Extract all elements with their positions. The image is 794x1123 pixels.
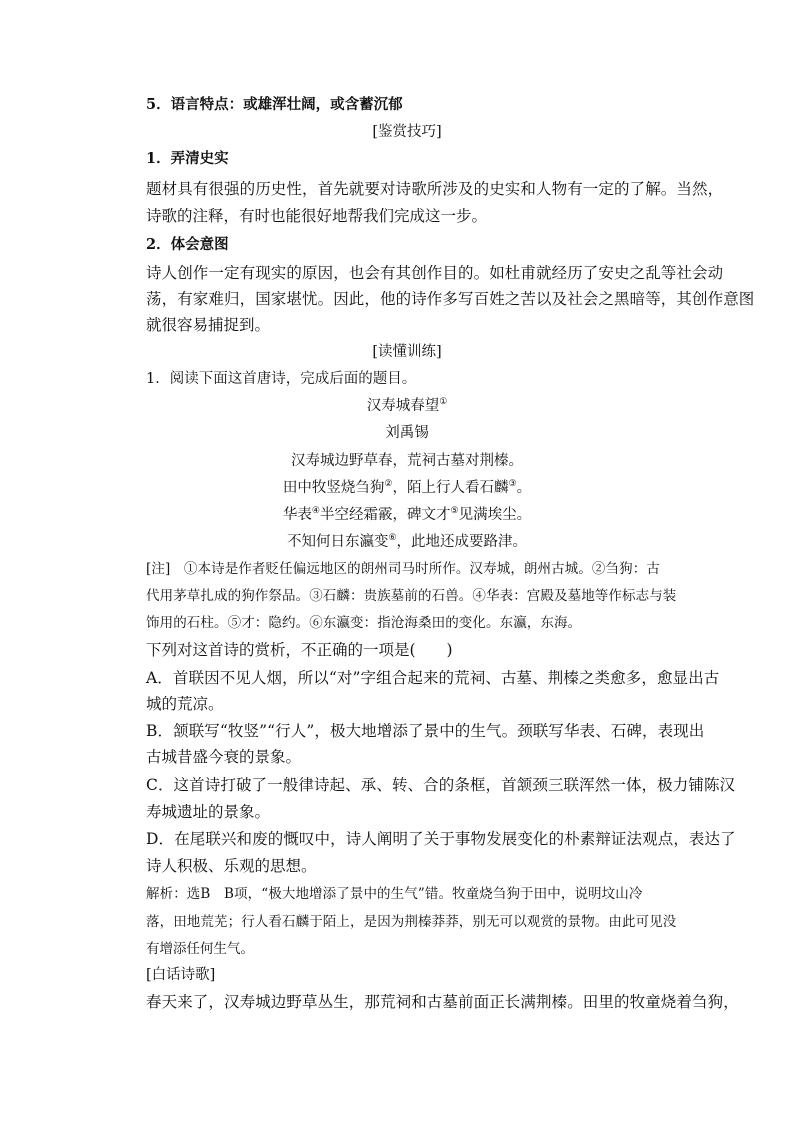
skill-2-heading: 2．体会意图 [146, 236, 229, 253]
poem-title: 汉寿城春望① [366, 397, 448, 414]
poem-author: 刘禹锡 [385, 425, 429, 441]
analysis-line-1: 解析：选B B项，“极大地增添了景中的生气”错。牧童烧刍狗于田中，说明坟山冷 [146, 886, 643, 902]
note-line-1: [注] ①本诗是作者贬任偏远地区的朗州司马时所作。汉寿城，朗州古城。②刍狗：古 [146, 561, 660, 577]
footnote-marker: ① [439, 397, 448, 408]
option-b-line-1: B．颔联写“牧竖”“行人”，极大地增添了景中的生气。颈联写华表、石碑，表现出 [146, 722, 705, 740]
option-d-line-1: D．在尾联兴和废的慨叹中，诗人阐明了关于事物发展变化的朴素辩证法观点，表达了 [146, 830, 736, 848]
footnote-marker: ⑤ [450, 506, 459, 517]
option-b-line-2: 古城昔盛今衰的景象。 [146, 748, 302, 766]
option-a-line-1: A．首联因不见人烟，所以“对”字组合起来的荒祠、古墓、荆榛之类愈多，愈显出古 [146, 669, 720, 687]
skill-2-text-line-3: 就很容易捕捉到。 [146, 316, 271, 334]
option-c-line-1: C．这首诗打破了一般律诗起、承、转、合的条框，首颔颈三联浑然一体，极力铺陈汉 [146, 776, 736, 794]
option-d-line-2: 诗人积极、乐观的思想。 [146, 857, 317, 875]
poem-line-3: 华表④半空经霜霰，碑文才⑤见满埃尘。 [282, 506, 532, 523]
skill-1-text-line-1: 题材具有很强的历史性，首先就要对诗歌所涉及的史实和人物有一定的了解。当然， [146, 180, 724, 198]
analysis-line-2: 落，田地荒芜；行人看石麟于陌上，是因为荆榛莽莽，别无可以观赏的景物。由此可见没 [146, 914, 677, 930]
footnote-marker: ② [384, 479, 393, 490]
poem-line-1: 汉寿城边野草春，荒祠古墓对荆榛。 [291, 453, 523, 469]
analysis-line-3: 有增添任何生气。 [146, 941, 254, 957]
language-feature-line: 5．语言特点：或雄浑壮阔，或含蓄沉郁 [146, 96, 403, 113]
skill-1-heading: 1．弄清史实 [146, 150, 229, 167]
section-heading-vernacular-poem: [白话诗歌] [146, 967, 216, 983]
section-heading-reading-training: [读懂训练] [372, 344, 442, 360]
note-line-3: 饰用的石柱。⑤才：隐约。⑥东瀛变：指沧海桑田的变化。东瀛，东海。 [146, 615, 582, 631]
question-1-prompt: 1．阅读下面这首唐诗，完成后面的题目。 [146, 371, 417, 387]
option-c-line-2: 寿城遗址的景象。 [146, 803, 271, 821]
skill-1-text-line-2: 诗歌的注释，有时也能很好地帮我们完成这一步。 [146, 207, 488, 225]
question-stem: 下列对这首诗的赏析，不正确的一项是( ) [146, 641, 453, 659]
vernacular-line-1: 春天来了，汉寿城边野草丛生，那荒祠和古墓前面正长满荆榛。田里的牧童烧着刍狗， [146, 993, 739, 1011]
footnote-marker: ③ [508, 479, 517, 490]
footnote-marker: ④ [311, 506, 320, 517]
section-heading-appreciation-skills: [鉴赏技巧] [372, 124, 442, 140]
note-line-2: 代用茅草扎成的狗作祭品。③石麟：贵族墓前的石兽。④华表：宫殿及墓地等作标志与装 [146, 588, 677, 604]
footnote-marker: ⑥ [388, 533, 397, 544]
option-a-line-2: 城的荒凉。 [146, 695, 224, 713]
poem-line-2: 田中牧竖烧刍狗②，陌上行人看石麟③。 [282, 479, 532, 496]
poem-line-4: 不知何日东瀛变⑥，此地还成要路津。 [286, 533, 528, 550]
skill-2-text-line-2: 荡，有家难归，国家堪忧。因此，他的诗作多写百姓之苦以及社会之黑暗等，其创作意图 [146, 290, 755, 308]
skill-2-text-line-1: 诗人创作一定有现实的原因，也会有其创作目的。如杜甫就经历了安史之乱等社会动 [146, 264, 724, 282]
